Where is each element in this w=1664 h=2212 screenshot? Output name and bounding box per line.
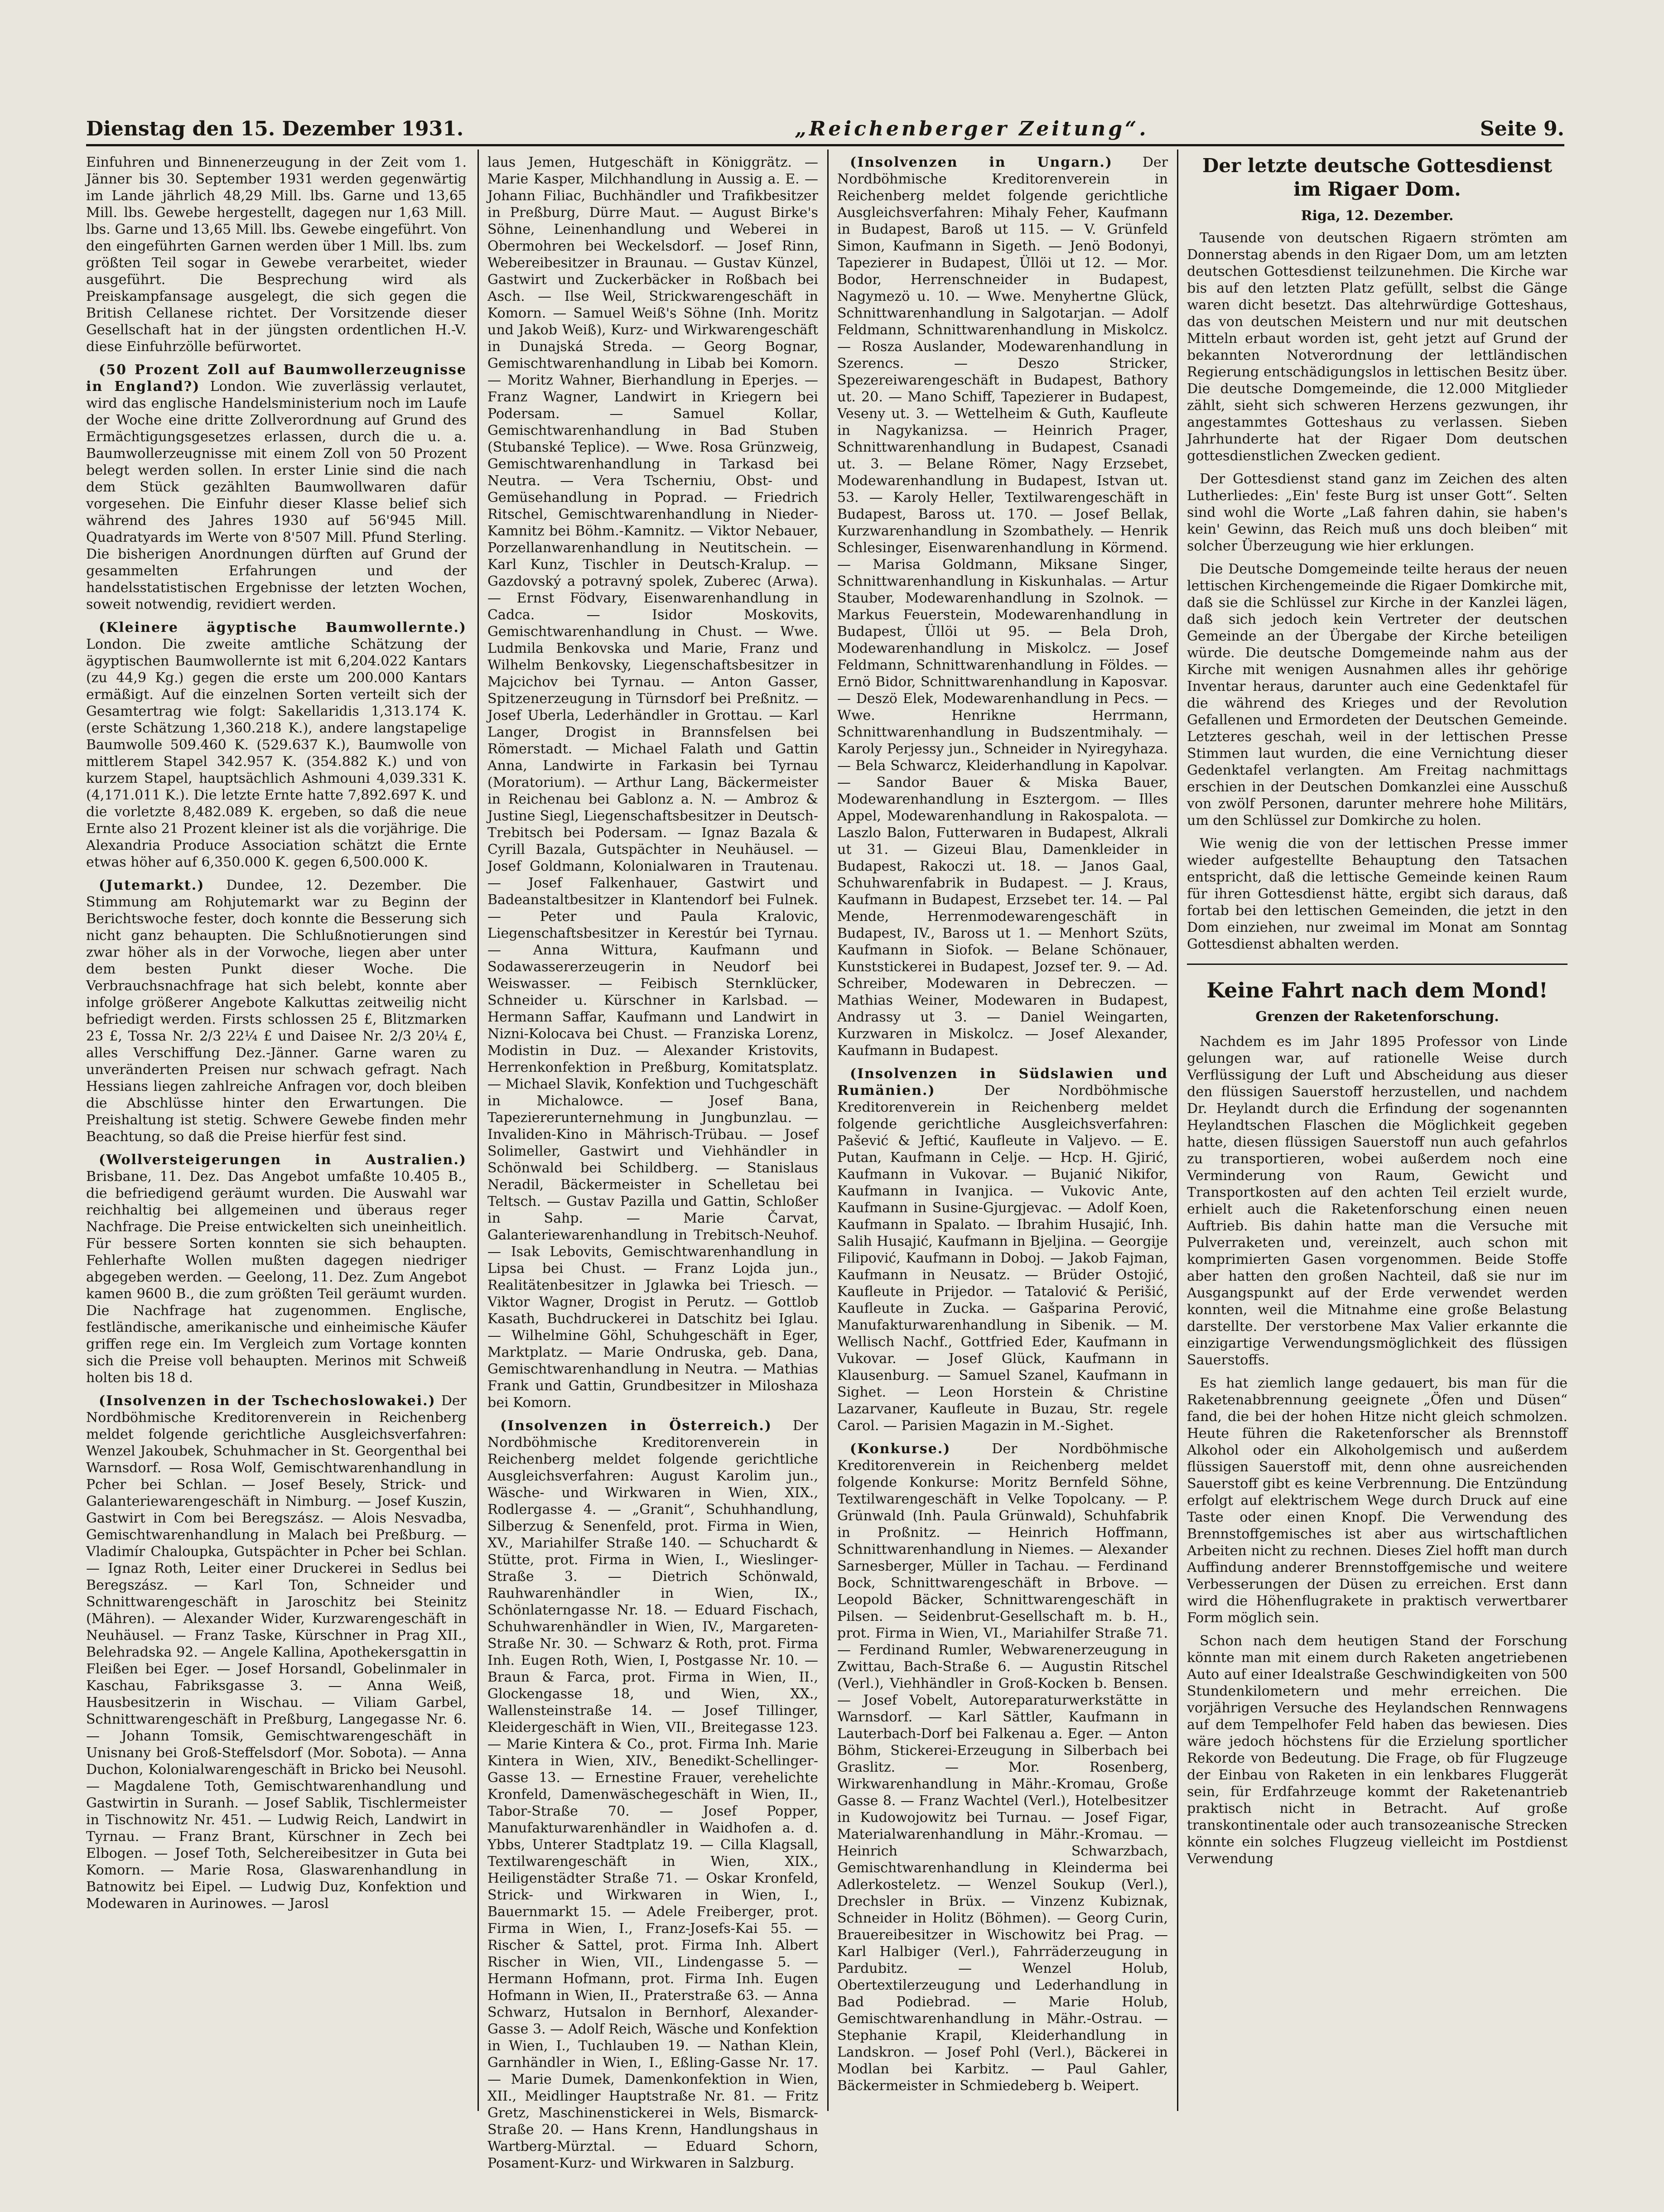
running-head xyxy=(86,104,1564,140)
news-item xyxy=(86,1152,467,1386)
item-text: Der Nordböhmische Kreditorenverein in Reichenberg meldet folgende gerichtliche Ausgleichsverfahren: Wenzel Jakoubek, Schuhmacher in St. Georgenthal bei Warnsdorf. — Rosa Wolf, Gemischtwarenhandlung in Pcher bei Schlan. — Josef Besely, Strick- und Galanteriewarengeschäft in Nimburg. — Josef Kuszin, Gastwirt in Com bei Beregszász. — Alois Nesvadba, Gemischtwarenhandlung in Malach bei Preßburg. — Vladimír Chaloupka, Gutspächter in Pcher bei Schlan. — Ignaz Roth, Leiter einer Druckerei in Sedlus bei Beregszász. — Karl Ton, Schneider und Schnittwarengeschäft in Jaroschitz bei Steinitz (Mähren). — Alexander Wider, Kurzwarengeschäft in Neuhäusel. — Franz Taske, Kürschner in Prag XII., Belehradska 92. — Angele Kallina, Apothekersgattin in Fleißen bei Eger. — Josef Horsandl, Gobelinmaler in Kaschau, Fabriksgasse 3. — Anna Weiß, Hausbesitzerin in Wischau. — Viliam Garbel, Schnittwarengeschäft in Preßburg, Langegasse Nr. 6. — Johann Tomsik, Gemischtwarengeschäft in Unisnany bei Groß-Steffelsdorf (Mor. Sobota). — Anna Duchon, Kolonialwarengeschäft in Bricko bei Neusohl. — Magdalene Toth, Gemischtwarenhandlung und Gastwirtin in Suranh. — Josef Sablik, Tischlermeister in Tischnowitz Nr. 451. — Ludwig Reich, Landwirt in Tyrnau. — Franz Brant, Kürschner in Zech bei Elbogen. — Josef Toth, Selchereibesitzer in Guta bei Komorn. — Marie Rosa, Glaswarenhandlung in Batnowitz bei Eipel. — Ludwig Duz, Konfektion und Modewaren in Aurinowes. — Jarosl xyxy=(86,1393,467,1912)
item-text: Dundee, 12. Dezember. Die Stimmung am Rohjutemarkt war zu Beginn der Berichtswoche fester, doch konnte die Besserung sich nicht ganz behaupten. Die Schlußnotierungen sind zwar höher als in der Vorwoche, liegen aber unter dem besten Punkt dieser Woche. Die Verbrauchsnachfrage hat sich belebt, konnte aber infolge größerer Angebote Kalkuttas zeitweilig nicht befriedigt werden. Firsts schlossen 25 £, Blitzmarken 23 £, Tossa Nr. 2/3 22¼ £ und Daisee Nr. 2/3 20¼ £, alles Verschiffung Dez.-Jänner. Garne waren zu unveränderten Preisen nur schwach gefragt. Nach Hessians liegen zahlreiche Anfragen vor, doch bleiben die Abschlüsse hinter den Erwartungen. Die Preishaltung ist stetig. Schwere Gewebe finden mehr Beachtung, so daß die Preise hierfür fest sind. xyxy=(86,877,467,1145)
news-item xyxy=(86,1393,467,1912)
item-text: Brisbane, 11. Dez. Das Angebot umfaßte 10.405 B., die befriedigend geräumt wurden. Die Auswahl war reichhaltig bei allgemeinen und überaus reger Nachfrage. Die Preise entwickelten sich uneinheitlich. Für bessere Sorten konnten sie sich behaupten. Fehlerhafte Wollen mußten dagegen niedriger abgegeben werden. — Geelong, 11. Dez. Zum Angebot kamen 9600 B., die zum größten Teil geräumt wurden. Die Nachfrage hat zugenommen. Englische, festländische, amerikanische und einheimische Käufer griffen rege ein. Im Vergleich zum Vortage konnten sich die Preise voll behaupten. Merinos mit Schweiß holten bis 18 d. xyxy=(86,1169,467,1386)
item-text: Der Nordböhmische Kreditorenverein in Reichenberg meldet folgende gerichtliche Ausgleichsverfahren: Pašević & Jeftić, Kaufleute in Valjevo. — E. Putan, Kaufmann in Celje. — Hcp. H. Gjirić, Kaufmann in Vukovar. — Bujanić Nikifor, Kaufmann in Ivanjica. — Vukovic Ante, Kaufmann in Susine-Gjurgjevac. — Adolf Koen, Kaufmann in Spalato. — Ibrahim Husajić, Inh. Salih Husajić, Kaufmann in Bjeljina. — Georgije Filipović, Kaufmann in Doboj. — Jakob Fajman, Kaufmann in Neusatz. — Brüder Ostojić, Kaufleute in Prijedor. — Tatalović & Perišić, Kaufleute in Zucka. — Gašparina Perović, Manufakturwarenhandlung in Sibenik. — M. Wellisch Nachf., Gottfried Eder, Kaufmann in Vukovar. — Josef Glück, Kaufmann in Klausenburg. — Samuel Szanel, Kaufmann in Sighet. — Leon Horstein & Christine Lazarvaner, Kaufleute in Buzau, Str. regele Carol. — Parisien Magazin in M.-Sighet. xyxy=(837,1083,1168,1434)
item-text: Der Nordböhmische Kreditorenverein in Reichenberg meldet folgende gerichtliche Ausgleichsverfahren: August Karolim jun., Wäsche- und Wirkwaren in Wien, XIX., Rodlergasse 4. — „Granit“, Schuhhandlung, Silberzug & Senenfeld, prot. Firma in Wien, XV., Mariahilfer Straße 140. — Schuchardt & Stütte, prot. Firma in Wien, I., Wieslinger-Straße 3. — Dietrich Schönwald, Rauhwarenhändler in Wien, IX., Schönlaterngasse Nr. 18. — Eduard Fischach, Schuhwarenhändler in Wien, IV., Margareten-Straße Nr. 30. — Schwarz & Roth, prot. Firma Inh. Eugen Roth, Wien, I, Postgasse Nr. 10. — Braun & Farca, prot. Firma in Wien, II., Glockengasse 18, und Wien, XX., Wallensteinstraße 14. — Josef Tillinger, Kleidergeschäft in Wien, VII., Breitegasse 123. — Marie Kintera & Co., prot. Firma Inh. Marie Kintera in Wien, XIV., Benedikt-Schellinger-Gasse 13. — Ernestine Frauer, verehelichte Kronfeld, Damenwäschegeschäft in Wien, II., Tabor-Straße 70. — Josef Popper, Manufakturwarenhändler in Waidhofen a. d. Ybbs, Unterer Stadtplatz 19. — Cilla Klagsall, Textilwarengeschäft in Wien, XIX., Heiligenstädter Straße 71. — Oskar Kronfeld, Strick- und Wirkwaren in Wien, I., Bauernmarkt 15. — Adele Freiberger, prot. Firma in Wien, I., Franz-Josefs-Kai 55. — Rischer & Sattel, prot. Firma Inh. Albert Rischer in Wien, VII., Lindengasse 5. — Hermann Hofmann, prot. Firma Inh. Eugen Hofmann in Wien, II., Praterstraße 63. — Anna Schwarz, Hutsalon in Bernhorf, Alexander-Gasse 3. — Adolf Reich, Wäsche und Konfektion in Wien, I., Tuchlauben 19. — Nathan Klein, Garnhändler in Wien, I., Eßling-Gasse Nr. 17. — Marie Dumek, Damenkonfektion in Wien, XII., Meidlinger Hauptstraße Nr. 81. — Fritz Gretz, Maschinenstickerei in Wels, Bismarck-Straße 20. — Hans Krenn, Handlungshaus in Wartberg-Mürztal. — Eduard Schorn, Posament-Kurz- und Wirkwaren in Salzburg. xyxy=(487,1418,818,2171)
news-item xyxy=(837,1441,1168,2094)
paragraph: Einfuhren und Binnenerzeugung in der Zeit vom 1. Jänner bis 30. September 1931 werden gegenwärtig im Lande jährlich 48,29 Mill. lbs. Garne und 13,65 Mill. lbs. Gewebe hergestellt, dagegen nur 1,63 Mill. lbs. Garne und 13,65 Mill. lbs. Gewebe eingeführt. Von den eingeführten Garnen werden über 1 Mill. lbs. zum größten Teil sogar in Gewebe verarbeitet, wieder ausgeführt. Die Besprechung wird als Preiskampfansage ausgelegt, die sich gegen die British Cellanese richtet. Der Vorsitzende dieser Gesellschaft hat in der jüngsten ordentlichen H.-V. diese Einfuhrzölle befürwortet. xyxy=(86,154,467,355)
paragraph: Es hat ziemlich lange gedauert, bis man für die Raketenabbrennung geeignete „Öfen und Düsen“ fand, die bei der hohen Hitze nicht gleich schmolzen. Heute führen die Raketenforscher als Brennstoff Alkohol oder ein Alkoholgemisch und außerdem flüssigen Sauerstoff mit, denn ohne ausreichenden Sauerstoff gibt es keine Verbrennung. Die Entzündung erfolgt auf elektrischem Wege durch Druck auf eine Taste oder einen Knopf. Die Verwendung des Brennstoffgemisches ist aber aus wirtschaftlichen Arbeiten nicht zu rechnen. Dieses Ziel hofft man durch Auffindung anderer Brennstoffgemische und weitere Verbesserungen der Düsen zu erreichen. Erst dann wird die Höhenflugrakete in praktisch verwertbarer Form möglich sein. xyxy=(1187,1375,1568,1626)
title-line: im Rigaer Dom. xyxy=(1293,178,1461,200)
title-line: Der letzte deutsche Gottesdienst xyxy=(1202,154,1553,177)
news-item xyxy=(86,877,467,1145)
item-heading: (Insolvenzen in Ungarn.) xyxy=(850,154,1113,170)
column-rule xyxy=(477,149,479,2111)
paragraph: Tausende von deutschen Rigaern strömten am Donnerstag abends in den Rigaer Dom, um am letzten deutschen Gottesdienst teilzunehmen. Die Kirche war bis auf den letzten Platz gefüllt, selbst die Gänge waren dicht besetzt. Das altehrwürdige Gotteshaus, das von deutschen Meistern und nur mit deutschen Mitteln erbaut worden ist, geht jetzt auf Grund der bekannten Notverordnung der lettländischen Regierung entschädigungslos in lettischen Besitz über. Die deutsche Domgemeinde, die 12.000 Mitglieder zählt, sieht sich schweren Herzens gezwungen, ihr angestammtes Gotteshaus zu verlassen. Sieben Jahrhunderte hat der Rigaer Dom deutschen gottesdienstlichen Zwecken gedient. xyxy=(1187,230,1568,464)
paragraph: Der Gottesdienst stand ganz im Zeichen des alten Lutherliedes: „Ein' feste Burg ist unser Gott“. Selten sind wohl die Worte „Laß fahren dahin, sie haben's kein' Gewinn, das Reich muß uns doch bleiben“ mit solcher Überzeugung wie hier erklungen. xyxy=(1187,471,1568,554)
news-item xyxy=(837,154,1168,1059)
item-text: Der Nordböhmische Kreditorenverein in Reichenberg meldet folgende gerichtliche Ausgleichsverfahren: Mihaly Feher, Kaufmann in Budapest, Baroß ut 115. — V. Grünfeld Simon, Kaufmann in Sigeth. — Jenö Bodonyi, Tapezierer in Budapest, Üllöi ut 12. — Mor. Bodor, Herrenschneider in Budapest, Nagymezö u. 10. — Wwe. Menyhertne Glück, Schnittwarenhandlung in Salgotarjan. — Adolf Feldmann, Schnittwarenhandlung in Miskolcz. — Rosza Auslander, Modewarenhandlung in Szerencs. — Deszo Stricker, Spezereiwarengeschäft in Budapest, Bathory ut. 20. — Mano Schiff, Tapezierer in Budapest, Veseny ut. 3. — Wettelheim & Guth, Kaufleute in Nagykanizsa. — Heinrich Prager, Schnittwarenhandlung in Budapest, Csanadi ut. 3. — Belane Römer, Nagy Erzsebet, Modewarenhandlung in Budapest, Istvan ut. 53. — Karoly Heller, Textilwarengeschäft in Budapest, Baross ut. 170. — Josef Bellak, Kurzwarenhandlung in Szombathely. — Henrik Schlesinger, Eisenwarenhandlung in Körmend. — Marisa Goldmann, Miksane Singer, Schnittwarenhandlung in Kiskunhalas. — Artur Stauber, Modewarenhandlung in Szolnok. — Markus Feuerstein, Modewarenhandlung in Budapest, Üllöi ut 95. — Bela Droh, Modewarenhandlung in Miskolcz. — Josef Feldmann, Schnittwarenhandlung in Földes. — Ernö Bidor, Schnittwarenhandlung in Kaposvar. — Deszö Elek, Modewarenhandlung in Pecs. — Wwe. Henrikne Herrmann, Schnittwarenhandlung in Budszentmihaly. — Karoly Perjessy jun., Schneider in Nyiregyhaza. — Bela Schwarcz, Kleiderhandlung in Kapolvar. — Sandor Bauer & Miska Bauer, Modewarenhandlung in Esztergom. — Illes Appel, Modewarenhandlung in Rakospalota. — Laszlo Balon, Futterwaren in Budapest, Alkrali ut 31. — Gizeui Blau, Damenkleider in Budapest, Rakoczi ut. 18. — Janos Gaal, Schuhwarenfabrik in Budapest. — J. Kraus, Kaufmann in Budapest, Erzsebet ter. 14. — Pal Mende, Herrenmodewarengeschäft in Budapest, IV., Baross ut 1. — Menhort Szüts, Kaufmann in Siofok. — Belane Schönauer, Kunststickerei in Budapest, Jozsef ter. 9. — Ad. Schreiber, Modewaren in Debreczen. — Mathias Weiner, Modewaren in Budapest, Andrassy ut 3. — Daniel Weingarten, Kurzwaren in Miskolcz. — Josef Alexander, Kaufmann in Budapest. xyxy=(837,154,1168,1059)
item-heading: (Insolvenzen in Österreich.) xyxy=(500,1418,772,1434)
column-1 xyxy=(86,154,467,2102)
news-item xyxy=(837,1065,1168,1434)
news-item xyxy=(487,1417,818,2172)
paragraph: Schon nach dem heutigen Stand der Forschung könnte man mit einem durch Raketen angetriebenen Auto auf einer Idealstraße Geschwindigkeiten von 500 Stundenkilometern und mehr erreichen. Die vorjährigen Versuche des Heylandschen Rennwagens auf dem Tempelhofer Feld haben das bewiesen. Dies wäre jedoch höchstens für die Erzielung sportlicher Rekorde von Bedeutung. Die Frage, ob für Flugzeuge der Einbau von Raketen in ein lenkbares Fluggerät sein, für Erdfahrzeuge kommt der Raketenantrieb praktisch nicht in Betracht. Auf große transkontinentale oder auch transozeanische Strecken könnte ein solches Flugzeug vielleicht im Postdienst Verwendung xyxy=(1187,1633,1568,1867)
column-rule xyxy=(1177,149,1178,2111)
paragraph: laus Jemen, Hutgeschäft in Königgrätz. — Marie Kasper, Milchhandlung in Aussig a. E. — Johann Filiac, Buchhändler und Trafikbesitzer in Preßburg, Dürre Maut. — August Birke's Söhne, Leinenhandlung und Weberei in Obermohren bei Weckelsdorf. — Josef Rinn, Webereibesitzer in Braunau. — Gustav Künzel, Gastwirt und Zuckerbäcker in Roßbach bei Asch. — Ilse Weil, Strickwarengeschäft in Komorn. — Samuel Weiß's Söhne (Inh. Moritz und Jakob Weiß), Kurz- und Wirkwarengeschäft in Dunajská Streda. — Georg Bognar, Gemischtwarenhandlung in Libab bei Komorn. — Moritz Wahner, Bierhandlung in Eperjes. — Franz Wagner, Landwirt in Kriegern bei Podersam. — Samuel Kollar, Gemischtwarenhandlung in Bad Stuben (Stubanské Teplice). — Wwe. Rosa Grünzweig, Gemischtwarenhandlung in Tarkasd bei Neutra. — Vera Tscherniu, Obst- und Gemüsehandlung in Poprad. — Friedrich Ritschel, Gemischtwarenhandlung in Nieder-Kamnitz bei Böhm.-Kamnitz. — Viktor Nebauer, Porzellanwarenhandlung in Neutitschein. — Karl Kunz, Tischler in Deutsch-Kralup. — Gazdovský a potravný spolek, Zuberec (Arwa). — Ernst Födvary, Eisenwarenhandlung in Cadca. — Isidor Moskovits, Gemischtwarenhandlung in Chust. — Wwe. Ludmila Benkovska und Marie, Franz und Wilhelm Benkovsky, Liegenschaftsbesitzer in Majcichov bei Tyrnau. — Anton Gasser, Spitzenerzeugung in Türnsdorf bei Preßnitz. — Josef Uberla, Lederhändler in Grottau. — Karl Langer, Drogist in Brannsfelsen bei Römerstadt. — Michael Falath und Gattin Anna, Landwirte in Farkasin bei Tyrnau (Moratorium). — Arthur Lang, Bäckermeister in Reichenau bei Gablonz a. N. — Ambroz & Justine Siegl, Liegenschaftsbesitzer in Deutsch-Trebitsch bei Podersam. — Ignaz Bazala & Cyrill Bazala, Gutspächter in Neuhäusel. — Josef Goldmann, Kolonialwaren in Trautenau. — Josef Falkenhauer, Gastwirt und Badeanstaltbesitzer in Klantendorf bei Fulnek. — Peter und Paula Kralovic, Liegenschaftsbesitzer in Kerestúr bei Tyrnau. — Anna Wittura, Kaufmann und Sodawassererzeugerin in Neudorf bei Weiswasser. — Feibisch Sternklücker, Schneider u. Kürschner in Karlsbad. — Hermann Saffar, Kaufmann und Landwirt in Nizni-Kolocava bei Chust. — Franziska Lorenz, Modistin in Duz. — Alexander Kristovits, Herrenkonfektion in Preßburg, Komitatsplatz. — Michael Slavik, Konfektion und Tuchgeschäft in Michalowce. — Josef Bana, Tapeziererunternehmung in Jungbunzlau. — Invaliden-Kino in Mährisch-Trübau. — Josef Solimeller, Gastwirt und Viehhändler in Schönwald bei Schildberg. — Stanislaus Neradil, Bäckermeister in Schelletau bei Teltsch. — Gustav Pazilla und Gattin, Schloßer in Sahp. — Marie Čarvat, Galanteriewarenhandlung in Trebitsch-Neuhof. — Isak Lebovits, Gemischtwarenhandlung in Lipsa bei Chust. — Franz Lojda jun., Realitätenbesitzer in Jglawka bei Triesch. — Viktor Wagner, Drogist in Perutz. — Gottlob Kasath, Buchdruckerei in Datschitz bei Iglau. — Wilhelmine Göhl, Schuhgeschäft in Eger, Marktplatz. — Marie Ondruska, geb. Dana, Gemischtwarenhandlung in Neutra. — Mathias Frank und Gattin, Grundbesitzer in Miloshaza bei Komorn. xyxy=(487,154,818,1411)
news-item xyxy=(86,361,467,613)
item-heading: (Wollversteigerungen in Australien.) xyxy=(99,1152,467,1168)
item-heading: (Jutemarkt.) xyxy=(99,877,205,893)
item-heading: (Insolvenzen in Südslawien und Rumänien.) xyxy=(837,1066,1168,1099)
item-text: London. Wie zuverlässig verlautet, wird das englische Handelsministerium noch im Laufe der Woche eine dritte Zollverordnung auf Grund des Ermächtigungsgesetzes erlassen, durch die u. a. Baumwollerzeugnisse mit einem Zoll von 50 Prozent belegt werden sollen. In erster Linie sind die nach dem Stück gezählten Baumwollwaren dafür vorgesehen. Die Einfuhr dieser Klasse belief sich während des Jahres 1930 auf 56'945 Mill. Quadratyards im Werte von 8'507 Mill. Pfund Sterling. Die bisherigen Anordnungen dürften auf Grund der gesammelten Erfahrungen und der handelsstatistischen Ergebnisse der letzten Wochen, soweit notwendig, revidiert werden. xyxy=(86,379,467,612)
item-heading: (50 Prozent Zoll auf Baumwollerzeugnisse in England?) xyxy=(86,362,467,395)
paragraph: Die Deutsche Domgemeinde teilte heraus der neuen lettischen Kirchengemeinde die Rigaer Domkirche mit, daß sie die Schlüssel zur Kirche in der Kanzlei lägen, daß sich jedoch kein Vertreter der deutschen Gemeinde an der Übergabe der Kirche beteiligen würde. Die deutsche Domgemeinde nahm aus der Kirche mit wenigen Ausnahmen alles ihr gehörige Inventar heraus, darunter auch eine Gedenktafel für die während des Krieges und der Revolution Gefallenen und Ermordeten der Deutschen Gemeinde. Letzteres geschah, weil in der lettischen Presse Stimmen laut wurden, die eine Vernichtung dieser Gedenktafel verlangten. Am Freitag nachmittags erschien in der Deutschen Domkanzlei eine Ausschuß von zwölf Personen, darunter mehrere hohe Militärs, um den Schlüssel zur Domkirche zu holen. xyxy=(1187,561,1568,829)
paragraph: Nachdem es im Jahr 1895 Professor von Linde gelungen war, auf rationelle Weise durch Verflüssigung der Luft und Abscheidung aus dieser den flüssigen Sauerstoff herzustellen, und nachdem Dr. Heylandt durch die Erfindung der sogenannten Heylandtschen Flaschen die Möglichkeit gegeben hatte, diesen flüssigen Sauerstoff nun auch gefahrlos zu transportieren, wobei außerdem noch eine Verminderung von Raum, Gewicht und Transportkosten auf den achten Teil erzielt wurde, erhielt auch die Raketenforschung einen neuen Auftrieb. Bis dahin hatte man die Versuche mit Pulverraketen und, vereinzelt, auch schon mit komprimierten Gasen vorgenommen. Beide Stoffe aber hatten den großen Nachteil, daß sie nur im Ausgangspunkt auf der Erde verwendet werden konnten, weil die Mitnahme eine große Belastung darstellte. Der verstorbene Max Valier erkannte die einzigartige Verwendungsmöglichkeit des flüssigen Sauerstoffs. xyxy=(1187,1034,1568,1368)
issue-date: Dienstag den 15. Dezember 1931. xyxy=(86,117,464,140)
page-number: Seite 9. xyxy=(1480,117,1564,140)
paragraph: Wie wenig die von der lettischen Presse immer wieder aufgestellte Behauptung den Tatsachen entspricht, daß die lettische Gemeinde keinen Raum für ihren Gottesdienst hätte, ergibt sich daraus, daß fortab bei den lettischen Gemeinden, die jetzt in den Dom einziehen, nur zweimal im Monat am Sonntag Gottesdienst abhalten werden. xyxy=(1187,836,1568,952)
column-rule xyxy=(827,149,829,2111)
dateline: Riga, 12. Dezember. xyxy=(1301,208,1454,224)
column-4 xyxy=(1187,154,1568,2102)
article-divider xyxy=(1187,964,1568,965)
masthead: „Reichenberger Zeitung“. xyxy=(795,117,1149,140)
article-title: Keine Fahrt nach dem Mond! xyxy=(1206,978,1548,1002)
item-heading: (Insolvenzen in der Tschechoslowakei.) xyxy=(99,1393,436,1409)
item-heading: (Konkurse.) xyxy=(850,1441,951,1457)
article-subtitle: Grenzen der Raketenforschung. xyxy=(1255,1009,1499,1025)
column-2 xyxy=(487,154,818,2171)
item-text: Der Nordböhmische Kreditorenverein in Reichenberg meldet folgende Konkurse: Moritz Bernfeld Söhne, Textilwarengeschäft in Velke Topolcany. — P. Grünwald (Inh. Paula Grünwald), Schuhfabrik in Proßnitz. — Heinrich Hoffmann, Schnittwarenhandlung in Niemes. — Alexander Sarnesberger, Müller in Tachau. — Ferdinand Bock, Schnittwarengeschäft in Brbove. — Leopold Bäcker, Schnittwarengeschäft in Pilsen. — Seidenbrut-Gesellschaft m. b. H., prot. Firma in Wien, VI., Mariahilfer Straße 71. — Ferdinand Rumler, Webwarenerzeugung in Zwittau, Bach-Straße 6. — Augustin Ritschel (Verl.), Viehhändler in Groß-Kocken b. Bensen. — Josef Vobelt, Autoreparaturwerkstätte in Warnsdorf. — Karl Sättler, Kaufmann in Lauterbach-Dorf bei Falkenau a. Eger. — Anton Böhm, Stickerei-Erzeugung in Silberbach bei Graslitz. — Mor. Rosenberg, Wirkwarenhandlung in Mähr.-Kromau, Große Gasse 8. — Franz Wachtel (Verl.), Hotelbesitzer in Kudowojowitz bei Turnau. — Josef Figar, Materialwarenhandlung in Mähr.-Kromau. — Heinrich Schwarzbach, Gemischtwarenhandlung in Kleinderma bei Adlerkosteletz. — Wenzel Soukup (Verl.), Drechsler in Brüx. — Vinzenz Kubiznak, Schneider in Holitz (Böhmen). — Georg Curin, Brauereibesitzer in Wischowitz bei Prag. — Karl Halbiger (Verl.), Fahrräderzeugung in Pardubitz. — Wenzel Holub, Obertextilerzeugung und Lederhandlung in Bad Podiebrad. — Marie Holub, Gemischtwarenhandlung in Mähr.-Ostrau. — Stephanie Krapil, Kleiderhandlung in Landskron. — Josef Pohl (Verl.), Bäckerei in Modlan bei Karbitz. — Paul Gahler, Bäckermeister in Schmiedeberg b. Weipert. xyxy=(837,1441,1168,2094)
item-heading: (Kleinere ägyptische Baumwollernte.) xyxy=(99,620,467,636)
header-rule xyxy=(86,144,1564,146)
news-item xyxy=(86,619,467,871)
article-title xyxy=(1187,154,1568,201)
column-3 xyxy=(837,154,1168,2102)
item-text: London. Die zweite amtliche Schätzung der ägyptischen Baumwollernte ist mit 6,204.022 Kantars (zu 44,9 Kg.) gegen die erste um 200.000 Kantars ermäßigt. Auf die einzelnen Sorten verteilt sich der Gesamtertrag wie folgt: Sakellaridis 1,313.174 K. (erste Schätzung 1,360.218 K.), andere langstapelige Baumwolle 509.460 K. (529.637 K.), Baumwolle von mittlerem Stapel 342.957 K. (354.882 K.) und von kurzem Stapel, hauptsächlich Ashmouni 4,039.331 K. (4,171.011 K.). Die letzte Ernte hatte 7,892.697 K. und die vorletzte 8,482.089 K. ergeben, so daß die neue Ernte also 21 Prozent kleiner ist als die vorjährige. Die Alexandria Produce Association schätzt die Ernte etwas höher auf 6,350.000 K. gegen 6,500.000 K. xyxy=(86,636,467,870)
